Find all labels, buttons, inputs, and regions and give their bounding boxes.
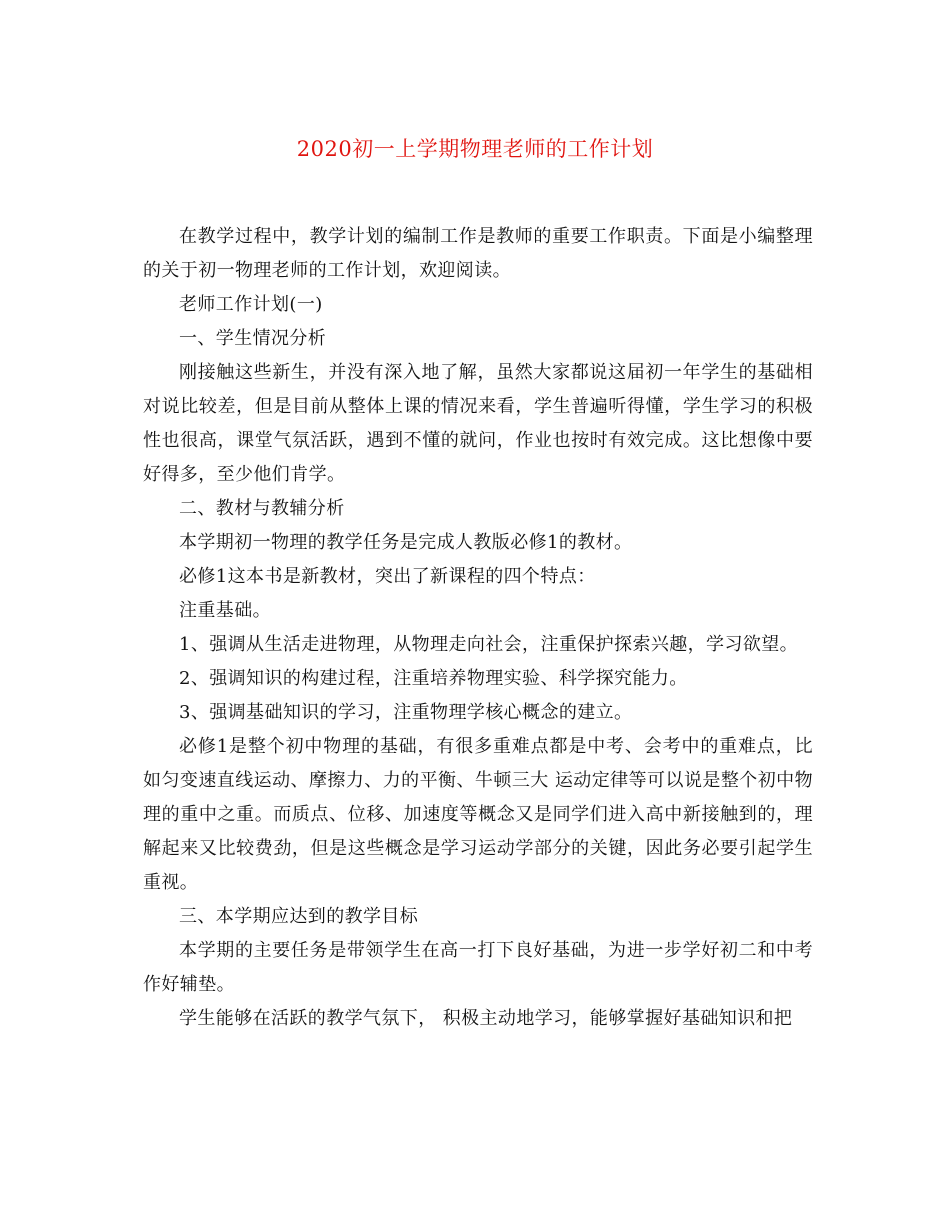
paragraph-learning: 学生能够在活跃的教学气氛下， 积极主动地学习，能够掌握好基础知识和把	[179, 1008, 793, 1029]
list-item-2: 2、强调知识的构建过程，注重培养物理实验、科学探究能力。	[179, 668, 688, 689]
paragraph-features: 必修1这本书是新教材，突出了新课程的四个特点：	[179, 566, 596, 587]
paragraph-intro: 在教学过程中，教学计划的编制工作是教师的重要工作职责。下面是小编整理的关于初一物理老师的工作计划，欢迎阅读。	[143, 226, 813, 281]
plan-heading: 老师工作计划(一)	[179, 294, 323, 315]
paragraph-task: 本学期初一物理的教学任务是完成人教版必修1的教材。	[179, 532, 633, 553]
list-item-1: 1、强调从生活走进物理，从物理走向社会，注重保护探索兴趣，学习欲望。	[179, 634, 799, 655]
section-heading-goals: 三、本学期应达到的教学目标	[179, 906, 419, 927]
document-body	[143, 220, 813, 1036]
section-heading-students: 一、学生情况分析	[179, 328, 327, 349]
paragraph-student-analysis: 刚接触这些新生，并没有深入地了解，虽然大家都说这届初一年学生的基础相对说比较差，但是目前从整体上课的情况来看，学生普遍听得懂，学生学习的积极性也很高，课堂气氛活跃，遇到不懂的就问，作业也按时有效完成。这比想像中要好得多，至少他们肯学。	[143, 362, 813, 485]
paragraph-basics: 注重基础。	[179, 600, 271, 621]
paragraph-required-course: 必修1是整个初中物理的基础，有很多重难点都是中考、会考中的重难点，比如匀变速直线运动、摩擦力、力的平衡、牛顿三大 运动定律等可以说是整个初中物理的重中之重。而质点、位移、加速度等概念又是同学们进入高中新接触到的，理解起来又比较费劲，但是这些概念是学习运动学部分的关键，因此务必要引起学生重视。	[143, 736, 813, 893]
document-title: 2020初一上学期物理老师的工作计划	[296, 137, 654, 161]
section-heading-materials: 二、教材与教辅分析	[179, 498, 345, 519]
paragraph-main-task: 本学期的主要任务是带领学生在高一打下良好基础，为进一步学好初二和中考作好辅垫。	[143, 940, 813, 995]
list-item-3: 3、强调基础知识的学习，注重物理学核心概念的建立。	[179, 702, 633, 723]
